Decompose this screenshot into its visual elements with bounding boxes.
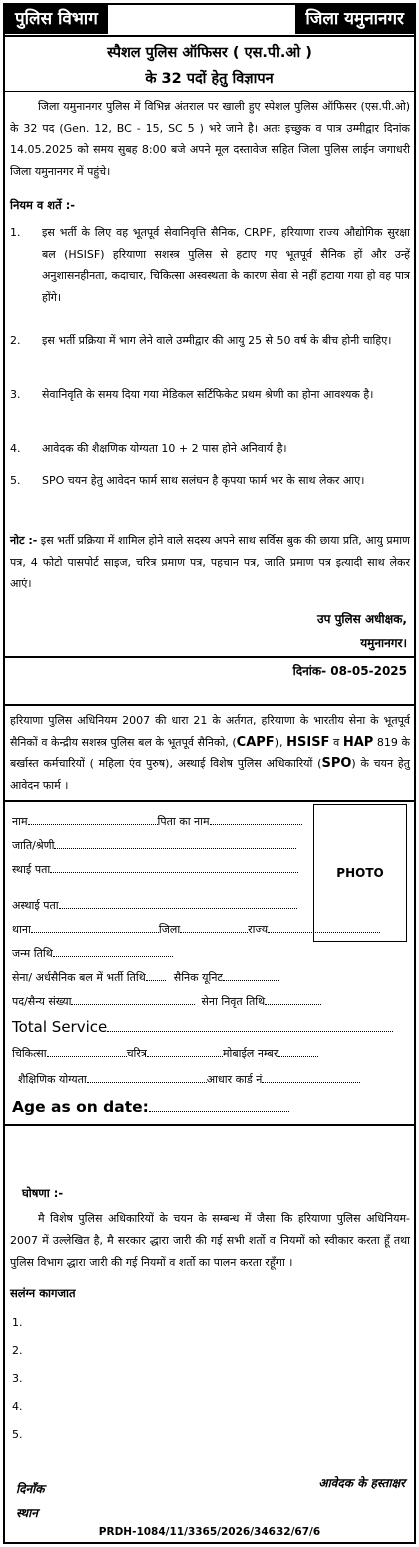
dob-label: जन्म तिथि <box>12 947 53 960</box>
character-label: चरित्र <box>126 1047 147 1060</box>
declaration-text: मै विशेष पुलिस अधिकारियों के चयन के सम्बन्ध में जैसा कि हरियाणा पुलिस अधिनियम- 2007 में उल्लेखित है, मै सरकार द्धारा जारी की गई सभी शर्तो व नियमों को स्वीकार करता हूँ तथा पुलिस विभाग द्धारा जारी की गई नियमों व शर्तो का पालन करता रहूँगा । <box>10 1212 410 1269</box>
signatory-designation: उप पुलिस अधीक्षक, <box>317 612 407 626</box>
hap-label: HAP <box>342 734 374 750</box>
age-label: Age as on date: <box>12 1098 149 1116</box>
rule-number: 1. <box>10 226 21 239</box>
document-line[interactable] <box>12 1372 23 1385</box>
document-line[interactable] <box>12 1428 23 1441</box>
rules-heading: नियम व शर्ते :- <box>10 198 76 212</box>
dob-field[interactable] <box>12 946 173 961</box>
title-line-1: स्पैशल पुलिस ऑफिसर ( एस.पी.ओ ) <box>107 45 312 61</box>
footer-place-label: स्थान <box>16 1506 38 1520</box>
declaration-divider <box>5 1124 414 1126</box>
act-text: हरियाणा पुलिस अधिनियम 2007 की धारा 21 के अर्तगत, हरियाणा के भारतीय सेना के भूतपूर्व सैनिकों व केन्द्रीय सशस्त्र पुलिस बल के भूतपूर्व सैनिको, ( <box>10 714 410 749</box>
rank-field[interactable] <box>12 994 321 1009</box>
date-divider-top <box>5 656 414 658</box>
permanent-address-field[interactable] <box>12 862 298 877</box>
rule-item <box>10 330 410 352</box>
department-label: पुलिस विभाग <box>5 4 108 34</box>
age-field[interactable] <box>12 1098 289 1116</box>
signatory-place: यमुनानगर। <box>360 636 407 650</box>
rule-number: 5. <box>10 474 21 487</box>
rule-text: इस भर्ती के लिए वह भूतपूर्व सेवानिवृत्ति सैनिक, CRPF, हरियाणा राज्य औद्योगिक सुरक्षा बल (HSISF) हरियाणा सशस्त्र पुलिस से हटाए गए भूतपूर्व सैनिक हों और उन्हें अनुशासनहीनता, कदाचार, चिकित्सा अस्वस्थता के कारण सेवा से नहीं हटाया गया हो वह पात्र होंगे। <box>42 226 410 304</box>
district-label: जिला यमुनानगर <box>295 4 414 34</box>
police-station-label: थाना <box>12 923 31 936</box>
spo-label: SPO <box>321 756 352 771</box>
enlistment-label: सेना/ अर्धसैनिक बल में भर्ती तिथि <box>12 971 146 984</box>
applicant-signature-label: आवेदक के हस्ताक्षर <box>318 1476 405 1490</box>
document-line[interactable] <box>12 1344 23 1357</box>
rule-text: SPO चयन हेतु आवेदन फार्म साथ सलंघन है कृपया फार्म भर के साथ लेकर आए। <box>42 474 365 487</box>
medical-label: चिकित्सा <box>12 1047 47 1060</box>
total-service-label: Total Service <box>12 1018 108 1036</box>
act-text: ) के चयन हेतु आवेदन फार्म । <box>10 757 410 792</box>
form-divider <box>5 704 414 706</box>
capf-label: CAPF <box>236 734 275 750</box>
rule-text: आवेदक की शैक्षणिक योग्यता 10 + 2 पास होने अनिवार्य है। <box>42 442 287 455</box>
document-line[interactable] <box>12 1400 23 1413</box>
intro-paragraph <box>10 96 410 182</box>
declaration-heading: घोषणा :- <box>22 1186 64 1200</box>
name-label: नाम <box>12 815 28 828</box>
total-service-field[interactable] <box>12 1018 393 1036</box>
note-text: इस भर्ती प्रक्रिया में शामिल होने वाले सदस्य अपने साथ सर्विस बुक की छाया प्रति, आयु प्रमाण पत्र, 4 फोटो पासपोर्ट साइज, चरित्र प्रमाण पत्र, पहचान पत्र, जाति प्रमाण पत्र इत्यादी साथ लेकर आएं। <box>10 534 411 590</box>
note-paragraph <box>10 530 410 595</box>
rule-item <box>10 470 410 492</box>
form-intro <box>10 710 410 796</box>
rank-label: पद/सैन्य संख्या <box>12 995 72 1008</box>
document-number: 5. <box>12 1428 23 1441</box>
caste-label: जाति/श्रेणी <box>12 839 55 852</box>
permanent-address-label: स्थाई पता <box>12 863 51 876</box>
footer-place-field[interactable] <box>16 1504 38 1521</box>
document-number: 2. <box>12 1344 23 1357</box>
education-label: शैक्षिणिक योग्यता <box>18 1073 87 1086</box>
address-detail-field[interactable] <box>12 922 380 937</box>
rule-item <box>10 438 410 460</box>
retirement-label: सेना निवृत तिथि <box>201 995 266 1008</box>
rule-number: 2. <box>10 334 21 347</box>
district-field-label: जिला <box>158 923 181 936</box>
declaration-paragraph <box>10 1208 410 1274</box>
name-field[interactable] <box>12 814 302 829</box>
mobile-label: मोबाईल नम्बर <box>222 1047 279 1060</box>
publication-code: PRDH-1084/11/3365/2026/34632/67/6 <box>98 1526 321 1538</box>
footer-date-label: दिनाँक <box>16 1482 45 1496</box>
note-label: नोट :- <box>10 534 38 547</box>
aadhar-label: आधार कार्ड नं <box>206 1073 263 1086</box>
rule-number: 4. <box>10 442 21 455</box>
documents-heading: सलंग्न कागजात <box>10 1286 76 1300</box>
unit-label: सैनिक यूनिट <box>173 971 223 984</box>
medical-field[interactable] <box>12 1046 318 1061</box>
rule-text: इस भर्ती प्रक्रिया में भाग लेने वाले उम्मीद्वार की आयु 25 से 50 वर्ष के बीच होनी चाहिए। <box>42 334 392 347</box>
temporary-address-field[interactable] <box>12 898 297 913</box>
temporary-address-label: अस्थाई पता <box>12 899 59 912</box>
rule-item <box>10 222 410 308</box>
photo-label: PHOTO <box>336 866 384 880</box>
caste-field[interactable] <box>12 838 296 853</box>
document-number: 1. <box>12 1316 23 1329</box>
header-bar <box>3 3 416 37</box>
document-number: 3. <box>12 1372 23 1385</box>
fields-divider <box>5 800 414 802</box>
title-line-2: के 32 पदों हेतु विज्ञापन <box>145 71 274 87</box>
footer-date-field[interactable] <box>16 1480 44 1497</box>
education-field[interactable] <box>18 1072 360 1087</box>
enlistment-field[interactable] <box>12 970 279 985</box>
act-text: ), <box>274 735 287 749</box>
notice-date: दिनांक- 08-05-2025 <box>292 664 407 678</box>
father-name-label: पिता का नाम <box>157 815 210 828</box>
document-line[interactable] <box>12 1316 23 1329</box>
state-label: राज्य <box>248 923 269 936</box>
act-text: व <box>329 735 343 749</box>
rule-text: सेवानिवृति के समय दिया गया मेडिकल सर्टिफिकेट प्रथम श्रेणी का होना आवश्यक है। <box>42 388 374 401</box>
document-number: 4. <box>12 1400 23 1413</box>
act-text: 819 के बर्खास्त कर्मचारियों ( महिला एंव पुरुष), अस्थाई विशेष पुलिस अधिकारियों ( <box>10 735 410 770</box>
intro-text: जिला यमुनानगर पुलिस में विभिन्न अंतराल पर खाली हुए स्पेशल पुलिस ऑफिसर (एस.पी.ओ) के 32 पद (Gen. 12, BC - 15, SC 5 ) भरे जाने है। अतः इच्छुक व पात्र उम्मीद्वार दिनांक 14.05.2025 को समय सुबह 8:00 बजे अपने मूल दस्तावेज सहित जिला पुलिस लाईन जगाधरी जिला यमुनानगर में पहुंचे। <box>10 100 410 178</box>
rule-number: 3. <box>10 388 21 401</box>
hsisf-label: HSISF <box>286 734 330 750</box>
rule-item <box>10 384 410 406</box>
title-divider <box>5 91 414 92</box>
